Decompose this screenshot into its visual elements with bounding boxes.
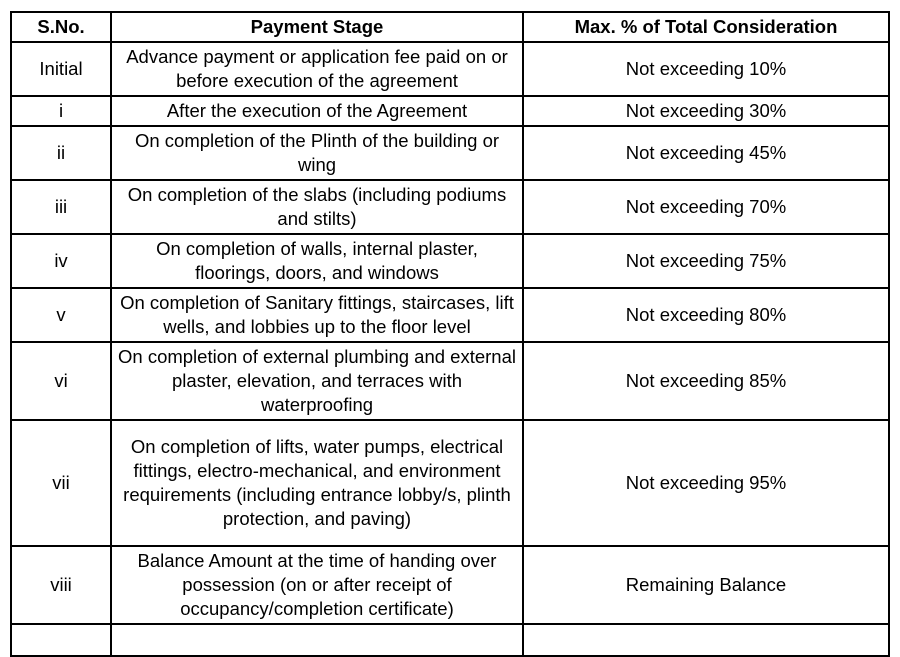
cell-empty bbox=[11, 624, 111, 656]
cell-sno: viii bbox=[11, 546, 111, 624]
table-row bbox=[11, 96, 889, 126]
table-row bbox=[11, 420, 889, 546]
cell-payment-stage: On completion of lifts, water pumps, electrical fittings, electro-mechanical, and environment requirements (including entrance lobby/s, plinth protection, and paving) bbox=[111, 420, 523, 546]
cell-payment-stage: Balance Amount at the time of handing over possession (on or after receipt of occupancy/completion certificate) bbox=[111, 546, 523, 624]
header-payment-stage: Payment Stage bbox=[111, 12, 523, 42]
cell-max-percent: Not exceeding 30% bbox=[523, 96, 889, 126]
cell-sno: vi bbox=[11, 342, 111, 420]
payment-schedule-table-wrapper bbox=[10, 11, 888, 657]
table-row bbox=[11, 126, 889, 180]
cell-empty bbox=[523, 624, 889, 656]
cell-payment-stage: Advance payment or application fee paid on or before execution of the agreement bbox=[111, 42, 523, 96]
table-row-partial bbox=[11, 624, 889, 656]
header-sno: S.No. bbox=[11, 12, 111, 42]
cell-sno: vii bbox=[11, 420, 111, 546]
cell-max-percent: Not exceeding 10% bbox=[523, 42, 889, 96]
header-max-percent: Max. % of Total Consideration bbox=[523, 12, 889, 42]
cell-max-percent: Not exceeding 45% bbox=[523, 126, 889, 180]
table-row bbox=[11, 180, 889, 234]
cell-payment-stage: On completion of the slabs (including podiums and stilts) bbox=[111, 180, 523, 234]
cell-sno: i bbox=[11, 96, 111, 126]
table-row bbox=[11, 288, 889, 342]
cell-max-percent: Not exceeding 95% bbox=[523, 420, 889, 546]
table-row bbox=[11, 234, 889, 288]
cell-payment-stage: After the execution of the Agreement bbox=[111, 96, 523, 126]
cell-max-percent: Not exceeding 80% bbox=[523, 288, 889, 342]
cell-max-percent: Not exceeding 85% bbox=[523, 342, 889, 420]
payment-schedule-table bbox=[10, 11, 890, 657]
table-row bbox=[11, 546, 889, 624]
cell-payment-stage: On completion of Sanitary fittings, staircases, lift wells, and lobbies up to the floor level bbox=[111, 288, 523, 342]
cell-sno: v bbox=[11, 288, 111, 342]
cell-sno: ii bbox=[11, 126, 111, 180]
table-row bbox=[11, 42, 889, 96]
cell-max-percent: Remaining Balance bbox=[523, 546, 889, 624]
cell-payment-stage: On completion of walls, internal plaster, floorings, doors, and windows bbox=[111, 234, 523, 288]
table-row bbox=[11, 342, 889, 420]
cell-payment-stage: On completion of the Plinth of the building or wing bbox=[111, 126, 523, 180]
cell-sno: iii bbox=[11, 180, 111, 234]
cell-sno: Initial bbox=[11, 42, 111, 96]
cell-empty bbox=[111, 624, 523, 656]
cell-sno: iv bbox=[11, 234, 111, 288]
header-row bbox=[11, 12, 889, 42]
cell-max-percent: Not exceeding 75% bbox=[523, 234, 889, 288]
cell-max-percent: Not exceeding 70% bbox=[523, 180, 889, 234]
cell-payment-stage: On completion of external plumbing and external plaster, elevation, and terraces with waterproofing bbox=[111, 342, 523, 420]
